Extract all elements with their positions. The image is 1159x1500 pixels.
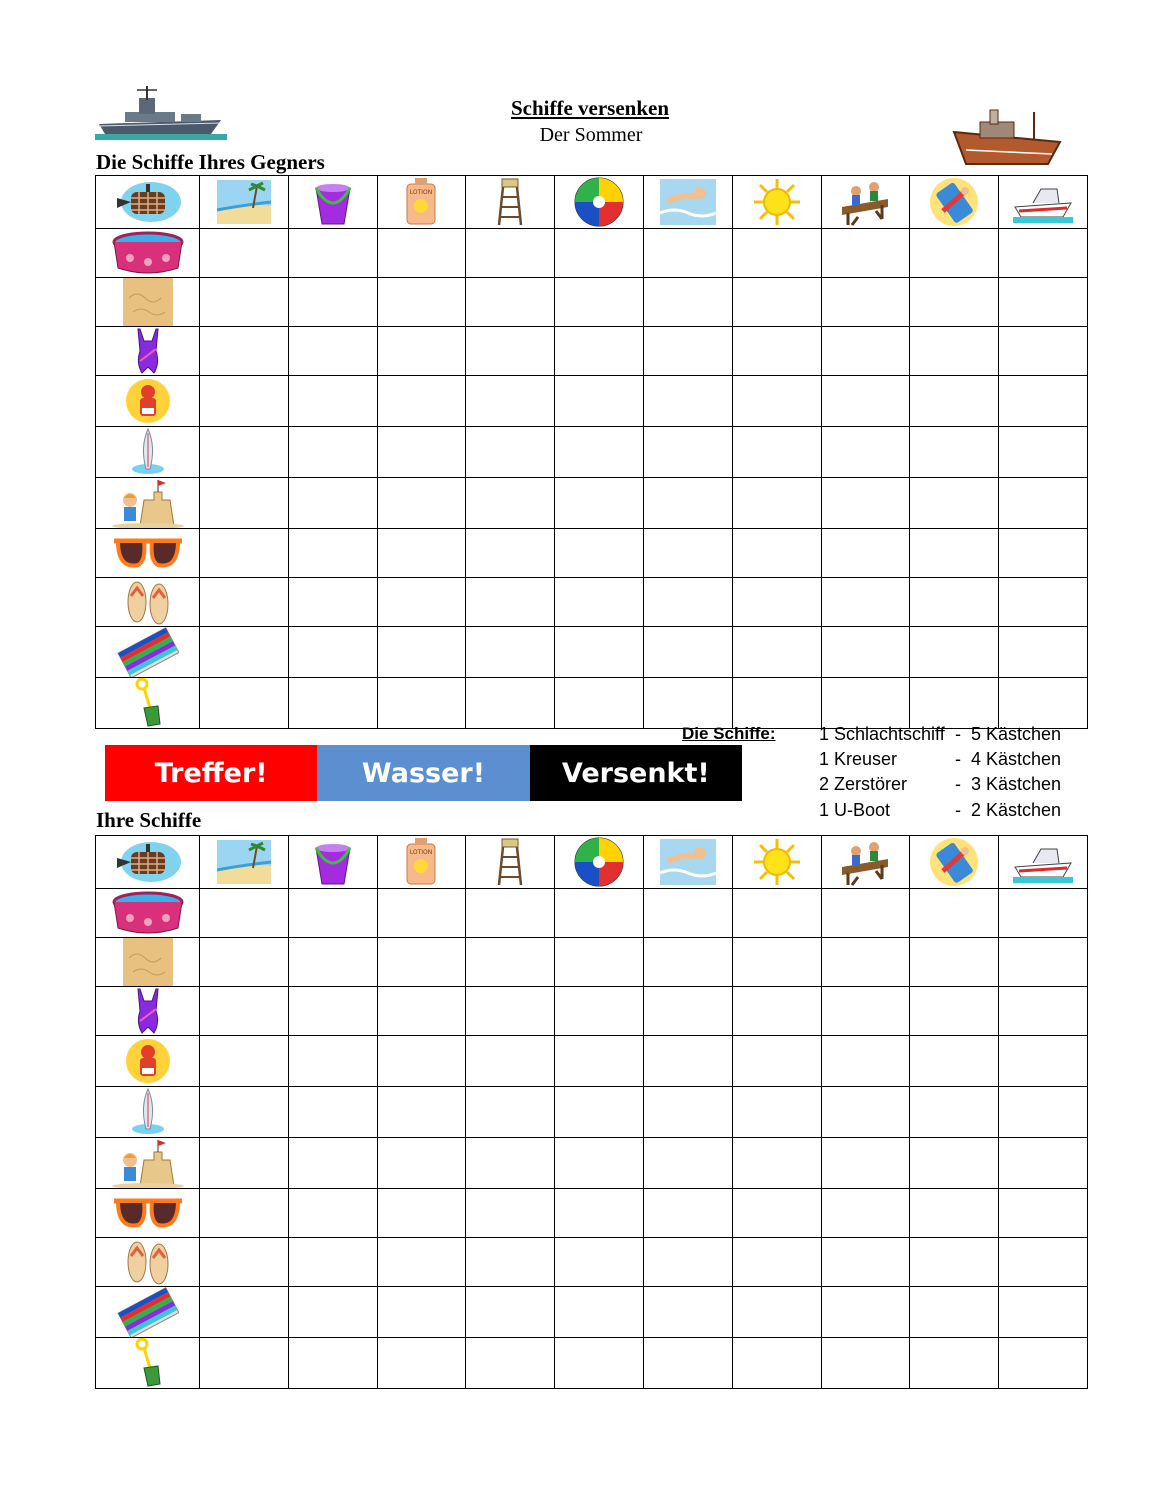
grid-cell[interactable] — [288, 678, 377, 729]
legend-bar — [105, 745, 742, 801]
grid-cell[interactable] — [466, 1287, 555, 1338]
grid-cell[interactable] — [555, 1138, 644, 1189]
grid-cell[interactable] — [200, 1036, 289, 1087]
grid-cell[interactable] — [910, 478, 999, 529]
grid-cell[interactable] — [732, 1087, 821, 1138]
grid-cell[interactable] — [288, 987, 377, 1036]
grid-cell[interactable] — [910, 1138, 999, 1189]
grid-row — [96, 1238, 1088, 1287]
grid-cell[interactable] — [732, 529, 821, 578]
grid-cell[interactable] — [555, 938, 644, 987]
grid-cell[interactable] — [377, 1238, 466, 1287]
grid-cell[interactable] — [200, 1287, 289, 1338]
grid-cell[interactable] — [821, 327, 910, 376]
grid-cell[interactable] — [288, 938, 377, 987]
grid-cell[interactable] — [377, 938, 466, 987]
beach-icon — [200, 836, 289, 889]
grid-cell[interactable] — [466, 1238, 555, 1287]
page-subtitle: Der Sommer — [539, 124, 643, 146]
grid-row — [96, 1287, 1088, 1338]
grid-row — [96, 889, 1088, 938]
grid-cell[interactable] — [288, 478, 377, 529]
grid-cell[interactable] — [821, 1087, 910, 1138]
lotion-icon — [377, 836, 466, 889]
grid-cell[interactable] — [821, 678, 910, 729]
grid-cell[interactable] — [377, 327, 466, 376]
grid-cell[interactable] — [999, 987, 1088, 1036]
grid-cell[interactable] — [200, 1087, 289, 1138]
grid-cell[interactable] — [466, 376, 555, 427]
grid-row — [96, 678, 1088, 729]
grid-cell[interactable] — [288, 578, 377, 627]
grid-cell[interactable] — [288, 278, 377, 327]
swimmer-icon — [643, 836, 732, 889]
grid-row — [96, 1189, 1088, 1238]
grid-cell[interactable] — [466, 229, 555, 278]
grid-cell[interactable] — [732, 1189, 821, 1238]
grid-cell[interactable] — [555, 889, 644, 938]
grid-cell[interactable] — [200, 1338, 289, 1389]
grid-cell[interactable] — [466, 938, 555, 987]
grid-cell[interactable] — [732, 229, 821, 278]
sunglasses-icon — [96, 529, 200, 578]
grid-cell[interactable] — [732, 278, 821, 327]
grid-cell[interactable] — [200, 327, 289, 376]
grid-cell[interactable] — [377, 478, 466, 529]
grid-cell[interactable] — [999, 938, 1088, 987]
grid-cell[interactable] — [643, 678, 732, 729]
grid-cell[interactable] — [732, 1238, 821, 1287]
grid-cell[interactable] — [377, 1338, 466, 1389]
grid-cell[interactable] — [999, 1036, 1088, 1087]
grid-cell[interactable] — [555, 627, 644, 678]
grid-cell[interactable] — [643, 889, 732, 938]
grid-cell[interactable] — [288, 1138, 377, 1189]
swimsuit-icon — [96, 987, 200, 1036]
towel-icon — [96, 627, 200, 678]
beach-ball-icon — [555, 176, 644, 229]
grid-cell[interactable] — [821, 1287, 910, 1338]
grid-cell[interactable] — [377, 578, 466, 627]
flip-flops-icon — [96, 1238, 200, 1287]
grid-cell[interactable] — [910, 327, 999, 376]
own-grid — [95, 835, 1088, 1389]
grid-cell[interactable] — [288, 627, 377, 678]
grid-cell[interactable] — [555, 1287, 644, 1338]
legend-miss: Wasser! — [317, 745, 529, 801]
grid-cell[interactable] — [643, 1189, 732, 1238]
grid-cell[interactable] — [466, 327, 555, 376]
grid-cell[interactable] — [643, 478, 732, 529]
grid-cell[interactable] — [999, 327, 1088, 376]
grid-cell[interactable] — [732, 327, 821, 376]
pool-icon — [96, 889, 200, 938]
grid-cell[interactable] — [821, 278, 910, 327]
grid-cell[interactable] — [732, 678, 821, 729]
beach-icon — [200, 176, 289, 229]
grid-cell[interactable] — [466, 1138, 555, 1189]
grid-cell[interactable] — [732, 1138, 821, 1189]
sandcastle-icon — [96, 478, 200, 529]
grid-cell[interactable] — [732, 987, 821, 1036]
lifeguard-tower-icon — [466, 176, 555, 229]
grid-cell[interactable] — [643, 327, 732, 376]
grid-cell[interactable] — [821, 1338, 910, 1389]
grid-cell[interactable] — [643, 938, 732, 987]
beach-ball-icon — [555, 836, 644, 889]
grid-cell[interactable] — [200, 627, 289, 678]
grid-cell[interactable] — [200, 529, 289, 578]
grid-cell[interactable] — [643, 1287, 732, 1338]
grid-cell[interactable] — [200, 578, 289, 627]
grid-cell[interactable] — [377, 1287, 466, 1338]
grid-cell[interactable] — [555, 987, 644, 1036]
grid-header-row — [96, 836, 1088, 889]
grid-cell[interactable] — [466, 478, 555, 529]
grid-cell[interactable] — [377, 1189, 466, 1238]
grid-cell[interactable] — [821, 889, 910, 938]
grid-cell[interactable] — [466, 278, 555, 327]
grid-row — [96, 938, 1088, 987]
surfboard-icon — [96, 1087, 200, 1138]
grid-cell[interactable] — [910, 678, 999, 729]
svg-text:LOTION: LOTION — [410, 849, 433, 856]
grid-cell[interactable] — [288, 889, 377, 938]
grid-cell[interactable] — [999, 678, 1088, 729]
grid-cell[interactable] — [555, 376, 644, 427]
grid-cell[interactable] — [288, 427, 377, 478]
grid-cell[interactable] — [910, 938, 999, 987]
own-section-title: Ihre Schiffe — [96, 808, 202, 832]
grid-row — [96, 1087, 1088, 1138]
grid-cell[interactable] — [466, 889, 555, 938]
grid-cell[interactable] — [288, 376, 377, 427]
grid-cell[interactable] — [643, 578, 732, 627]
grid-cell[interactable] — [377, 987, 466, 1036]
grid-cell[interactable] — [999, 1338, 1088, 1389]
swimmer-icon — [643, 176, 732, 229]
grid-cell[interactable] — [999, 229, 1088, 278]
opponent-grid — [95, 175, 1088, 729]
grid-cell[interactable] — [910, 1189, 999, 1238]
grid-cell[interactable] — [377, 627, 466, 678]
grid-cell[interactable] — [377, 529, 466, 578]
grid-cell[interactable] — [910, 1287, 999, 1338]
grid-cell[interactable] — [288, 1087, 377, 1138]
grid-cell[interactable] — [377, 889, 466, 938]
grid-cell[interactable] — [555, 1036, 644, 1087]
grid-row — [96, 327, 1088, 376]
grid-cell[interactable] — [732, 1287, 821, 1338]
grid-cell[interactable] — [821, 529, 910, 578]
picnic-icon — [821, 176, 910, 229]
grid-cell[interactable] — [555, 327, 644, 376]
grid-cell[interactable] — [910, 1036, 999, 1087]
shovel-icon — [96, 678, 200, 729]
grid-cell[interactable] — [999, 478, 1088, 529]
grid-cell[interactable] — [288, 327, 377, 376]
grid-row — [96, 427, 1088, 478]
grid-row — [96, 627, 1088, 678]
grid-cell[interactable] — [466, 678, 555, 729]
lifeguard-tower-icon — [466, 836, 555, 889]
grid-cell[interactable] — [643, 1087, 732, 1138]
pool-icon — [96, 229, 200, 278]
grid-cell[interactable] — [466, 627, 555, 678]
grid-cell[interactable] — [999, 529, 1088, 578]
grid-cell[interactable] — [643, 1138, 732, 1189]
grid-cell[interactable] — [821, 1036, 910, 1087]
sand-icon — [96, 278, 200, 327]
grid-cell[interactable] — [732, 889, 821, 938]
grid-cell[interactable] — [555, 478, 644, 529]
grid-cell[interactable] — [821, 578, 910, 627]
grid-cell[interactable] — [466, 578, 555, 627]
grid-cell[interactable] — [910, 229, 999, 278]
grid-cell[interactable] — [377, 678, 466, 729]
grid-cell[interactable] — [200, 229, 289, 278]
sun-icon — [732, 836, 821, 889]
towel-icon — [96, 1287, 200, 1338]
grid-cell[interactable] — [555, 1087, 644, 1138]
grid-cell[interactable] — [910, 1238, 999, 1287]
submarine-icon — [96, 176, 200, 229]
grid-cell[interactable] — [999, 1189, 1088, 1238]
grid-cell[interactable] — [910, 1338, 999, 1389]
grid-header-row — [96, 176, 1088, 229]
submarine-icon — [96, 836, 200, 889]
sandcastle-icon — [96, 1138, 200, 1189]
grid-cell[interactable] — [466, 1087, 555, 1138]
grid-row — [96, 478, 1088, 529]
grid-cell[interactable] — [200, 987, 289, 1036]
grid-cell[interactable] — [643, 278, 732, 327]
grid-cell[interactable] — [288, 1238, 377, 1287]
grid-cell[interactable] — [466, 1338, 555, 1389]
grid-cell[interactable] — [555, 427, 644, 478]
grid-cell[interactable] — [377, 1087, 466, 1138]
grid-cell[interactable] — [821, 427, 910, 478]
grid-cell[interactable] — [377, 1036, 466, 1087]
grid-cell[interactable] — [555, 578, 644, 627]
grid-cell[interactable] — [466, 1036, 555, 1087]
grid-cell[interactable] — [999, 889, 1088, 938]
grid-cell[interactable] — [377, 427, 466, 478]
sunglasses-icon — [96, 1189, 200, 1238]
grid-row — [96, 376, 1088, 427]
speedboat-icon — [999, 176, 1088, 229]
grid-cell[interactable] — [821, 229, 910, 278]
grid-cell[interactable] — [377, 1138, 466, 1189]
legend-sunk: Versenkt! — [530, 745, 742, 801]
grid-cell[interactable] — [200, 1189, 289, 1238]
grid-cell[interactable] — [999, 376, 1088, 427]
grid-cell[interactable] — [821, 376, 910, 427]
grid-cell[interactable] — [288, 1338, 377, 1389]
grid-cell[interactable] — [555, 1189, 644, 1238]
grid-cell[interactable] — [200, 376, 289, 427]
grid-cell[interactable] — [555, 678, 644, 729]
grid-cell[interactable] — [200, 1238, 289, 1287]
grid-cell[interactable] — [910, 376, 999, 427]
grid-cell[interactable] — [200, 938, 289, 987]
grid-cell[interactable] — [288, 229, 377, 278]
grid-cell[interactable] — [466, 1189, 555, 1238]
legend-hit: Treffer! — [105, 745, 317, 801]
flip-flops-icon — [96, 578, 200, 627]
grid-cell[interactable] — [643, 1338, 732, 1389]
grid-cell[interactable] — [466, 529, 555, 578]
grid-cell[interactable] — [200, 889, 289, 938]
grid-cell[interactable] — [821, 938, 910, 987]
grid-cell[interactable] — [643, 1036, 732, 1087]
grid-cell[interactable] — [643, 376, 732, 427]
grid-cell[interactable] — [643, 427, 732, 478]
grid-cell[interactable] — [999, 627, 1088, 678]
grid-cell[interactable] — [200, 478, 289, 529]
grid-cell[interactable] — [555, 278, 644, 327]
grid-cell[interactable] — [555, 229, 644, 278]
grid-cell[interactable] — [910, 987, 999, 1036]
grid-row — [96, 1338, 1088, 1389]
bucket-icon — [288, 176, 377, 229]
grid-cell[interactable] — [821, 1138, 910, 1189]
grid-cell[interactable] — [377, 278, 466, 327]
grid-cell[interactable] — [999, 1287, 1088, 1338]
grid-cell[interactable] — [200, 1138, 289, 1189]
grid-row — [96, 229, 1088, 278]
grid-cell[interactable] — [643, 987, 732, 1036]
ships-label: Die Schiffe: — [682, 724, 776, 743]
grid-cell[interactable] — [377, 229, 466, 278]
sunbather-icon — [910, 176, 999, 229]
sunbather-icon — [910, 836, 999, 889]
grid-cell[interactable] — [732, 478, 821, 529]
grid-cell[interactable] — [200, 427, 289, 478]
bucket-icon — [288, 836, 377, 889]
grid-cell[interactable] — [910, 1087, 999, 1138]
grid-cell[interactable] — [821, 627, 910, 678]
grid-cell[interactable] — [200, 678, 289, 729]
grid-cell[interactable] — [999, 427, 1088, 478]
grid-row — [96, 529, 1088, 578]
grid-cell[interactable] — [910, 278, 999, 327]
grid-cell[interactable] — [643, 627, 732, 678]
grid-cell[interactable] — [466, 987, 555, 1036]
grid-cell[interactable] — [999, 1138, 1088, 1189]
grid-cell[interactable] — [910, 427, 999, 478]
grid-cell[interactable] — [732, 578, 821, 627]
grid-cell[interactable] — [999, 278, 1088, 327]
swimsuit-icon — [96, 327, 200, 376]
grid-cell[interactable] — [466, 427, 555, 478]
grid-cell[interactable] — [732, 427, 821, 478]
grid-cell[interactable] — [732, 1338, 821, 1389]
grid-cell[interactable] — [821, 987, 910, 1036]
picnic-icon — [821, 836, 910, 889]
grid-cell[interactable] — [555, 529, 644, 578]
grid-cell[interactable] — [910, 627, 999, 678]
grid-cell[interactable] — [910, 578, 999, 627]
lotion-icon — [377, 176, 466, 229]
opponent-section-title: Die Schiffe Ihres Gegners — [96, 150, 325, 174]
speedboat-icon — [999, 836, 1088, 889]
grid-cell[interactable] — [288, 1189, 377, 1238]
grid-cell[interactable] — [732, 1036, 821, 1087]
grid-cell[interactable] — [999, 578, 1088, 627]
grid-cell[interactable] — [821, 478, 910, 529]
grid-row — [96, 578, 1088, 627]
grid-row — [96, 1036, 1088, 1087]
grid-row — [96, 987, 1088, 1036]
grid-cell[interactable] — [821, 1189, 910, 1238]
grid-cell[interactable] — [643, 529, 732, 578]
grid-cell[interactable] — [643, 1238, 732, 1287]
sun-icon — [732, 176, 821, 229]
grid-cell[interactable] — [910, 529, 999, 578]
grid-cell[interactable] — [555, 1338, 644, 1389]
grid-cell[interactable] — [910, 889, 999, 938]
svg-text:LOTION: LOTION — [410, 189, 433, 196]
grid-cell[interactable] — [200, 278, 289, 327]
grid-row — [96, 278, 1088, 327]
page-title: Schiffe versenken — [510, 96, 670, 120]
grid-cell[interactable] — [377, 376, 466, 427]
grid-cell[interactable] — [288, 1036, 377, 1087]
grid-cell[interactable] — [732, 938, 821, 987]
surfboard-icon — [96, 427, 200, 478]
shovel-icon — [96, 1338, 200, 1389]
grid-row — [96, 1138, 1088, 1189]
grid-cell[interactable] — [288, 1287, 377, 1338]
grid-cell[interactable] — [643, 229, 732, 278]
sunburn-icon — [96, 376, 200, 427]
grid-cell[interactable] — [732, 376, 821, 427]
grid-cell[interactable] — [999, 1087, 1088, 1138]
grid-cell[interactable] — [821, 1238, 910, 1287]
sunburn-icon — [96, 1036, 200, 1087]
grid-cell[interactable] — [999, 1238, 1088, 1287]
grid-cell[interactable] — [288, 529, 377, 578]
grid-cell[interactable] — [555, 1238, 644, 1287]
grid-cell[interactable] — [732, 627, 821, 678]
sand-icon — [96, 938, 200, 987]
